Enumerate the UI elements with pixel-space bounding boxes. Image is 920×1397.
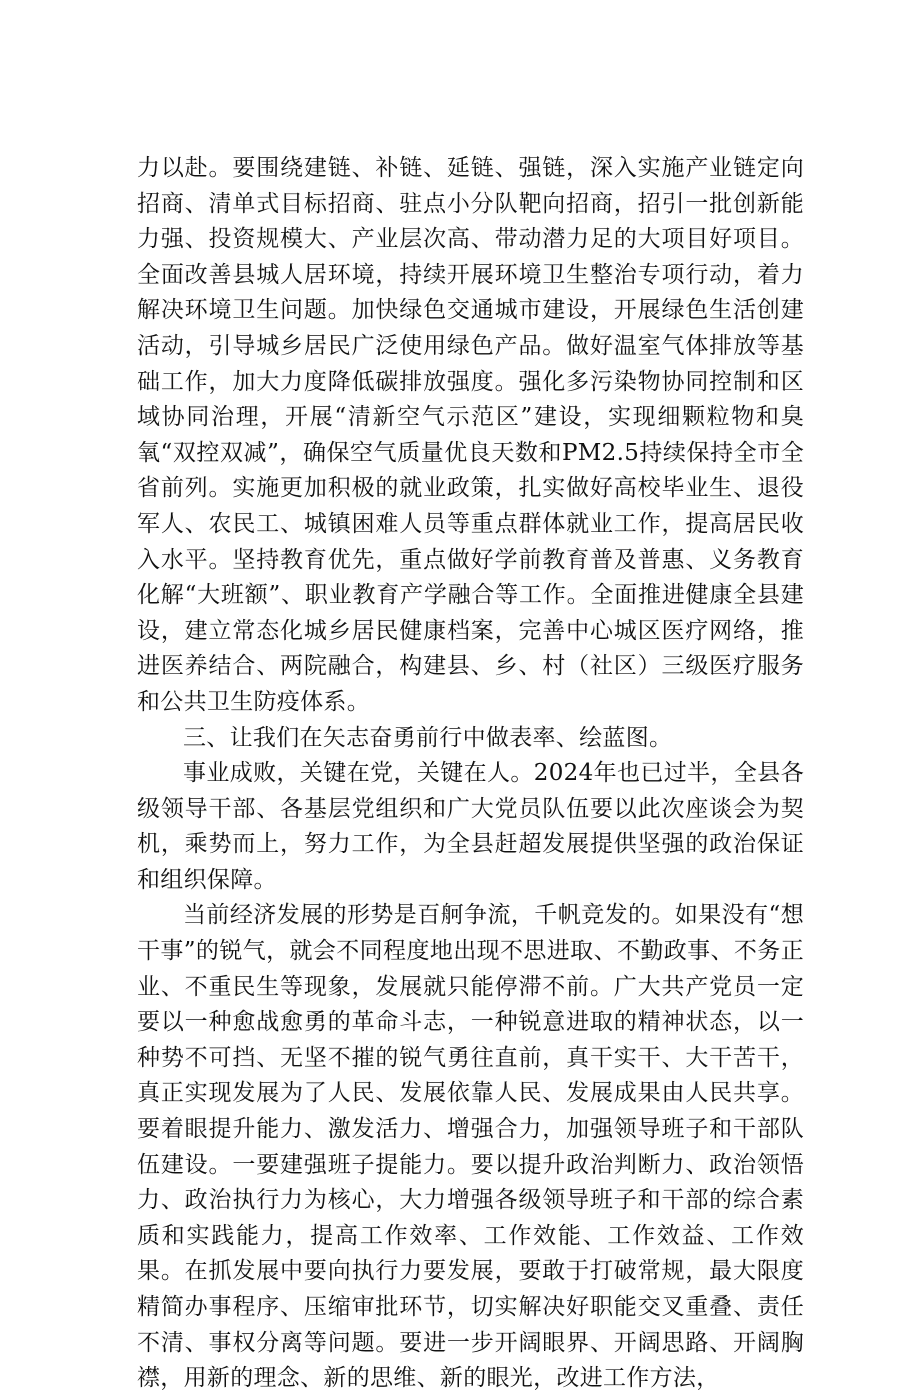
paragraph-party-leadership: 事业成败，关键在党，关键在人。2024年也已过半，全县各级领导干部、各基层党组织和广大党员队伍要以此次座谈会为契机，乘势而上，努力工作，为全县赶超发展提供坚强的政治保证和组织保障。 [137, 760, 804, 893]
paragraph-economic-situation: 当前经济发展的形势是百舸争流，千帆竞发的。如果没有“想干事”的锐气，就会不同程度地出现不思进取、不勤政事、不务正业、不重民生等现象，发展就只能停滞不前。广大共产党员一定要以一种愈战愈勇的革命斗志，一种锐意进取的精神状态，以一种势不可挡、无坚不摧的锐气勇往直前，真干实干、大干苦干，真正实现发展为了人民、发展依靠人民、发展成果由人民共享。要着眼提升能力、激发活力、增强合力，加强领导班子和干部队伍建设。一要建强班子提能力。要以提升政治判断力、政治领悟力、政治执行力为核心，大力增强各级领导班子和干部的综合素质和实践能力，提高工作效率、工作效能、工作效益、工作效果。在抓发展中要向执行力要发展，要敢于打破常规，最大限度精简办事程序、压缩审批环节，切实解决好职能交叉重叠、责任不清、事权分离等问题。要进一步开阔眼界、开阔思路、开阔胸襟，用新的理念、新的思维、新的眼光，改进工作方法， [137, 902, 804, 1392]
paragraph-continuation: 力以赴。要围绕建链、补链、延链、强链，深入实施产业链定向招商、清单式目标招商、驻点小分队靶向招商，招引一批创新能力强、投资规模大、产业层次高、带动潜力足的大项目好项目。全面改善县城人居环境，持续开展环境卫生整治专项行动，着力解决环境卫生问题。加快绿色交通城市建设，开展绿色生活创建活动，引导城乡居民广泛使用绿色产品。做好温室气体排放等基础工作，加大力度降低碳排放强度。强化多污染物协同控制和区域协同治理，开展“清新空气示范区”建设，实现细颗粒物和臭氧“双控双减”，确保空气质量优良天数和PM2.5持续保持全市全省前列。实施更加积极的就业政策，扎实做好高校毕业生、退役军人、农民工、城镇困难人员等重点群体就业工作，提高居民收入水平。坚持教育优先，重点做好学前教育普及普惠、义务教育化解“大班额”、职业教育产学融合等工作。全面推进健康全县建设，建立常态化城乡居民健康档案，完善中心城区医疗网络，推进医养结合、两院融合，构建县、乡、村（社区）三级医疗服务和公共卫生防疫体系。 [137, 155, 804, 715]
section-heading-three: 三、让我们在矢志奋勇前行中做表率、绘蓝图。 [183, 724, 673, 751]
document-body [137, 151, 804, 1397]
